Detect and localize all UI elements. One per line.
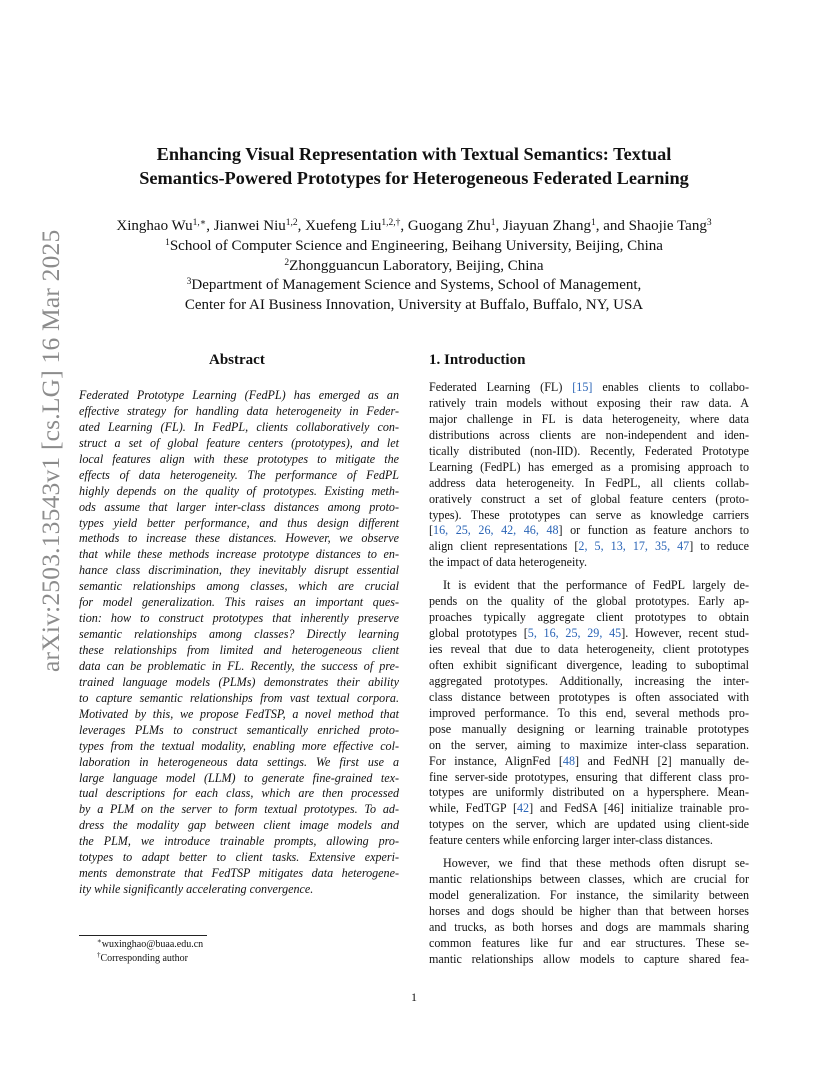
intro-text: For instance, AlignFed [ <box>429 753 563 768</box>
abstract-heading: Abstract <box>209 352 265 368</box>
affiliation-line <box>60 237 768 257</box>
intro-line <box>429 428 749 444</box>
intro-text: fine server-side prototypes, ensuring that different class pro- <box>429 769 749 784</box>
intro-line <box>429 952 749 968</box>
affiliation-mark: 3 <box>186 277 192 288</box>
title-line: Enhancing Visual Representation with Textual Semantics: Textual <box>156 144 672 164</box>
abstract-line: for model generalization. This raises an important ques- <box>79 595 399 610</box>
affiliation-text: Department of Management Science and Systems, School of Management, <box>191 277 642 294</box>
introduction-body <box>429 380 749 968</box>
abstract-line: ods assume that larger inter-class distances among proto- <box>79 499 399 514</box>
abstract-line: types yield better performance, and thus design different <box>79 515 399 530</box>
intro-text: enables clients to collabo- <box>592 380 749 394</box>
footnote-corresponding <box>97 952 203 966</box>
abstract-line: data can be problematic in FL. Recently, the success of pre- <box>79 658 399 673</box>
abstract-line: trained language models (PLMs) demonstrates their ability <box>79 674 399 689</box>
intro-text: feature centers while enforcing larger inter-class distances. <box>429 833 713 848</box>
abstract-line: to capture semantic relationships from vast textual corpora. <box>79 690 399 705</box>
intro-text: pose manually designing or learning trainable prototypes <box>429 721 749 736</box>
author-name: , Jianwei Niu <box>206 218 286 234</box>
intro-text: It is evident that the performance of FedPL largely de- <box>443 578 749 593</box>
abstract-line: ments demonstrate that FedTSP mitigates data heterogene- <box>79 866 399 881</box>
abstract-body <box>79 388 399 898</box>
intro-text: However, we find that these methods often disrupt se- <box>443 856 749 871</box>
intro-line <box>429 801 749 817</box>
affiliation-mark: 1 <box>165 237 170 248</box>
title-line: Semantics-Powered Prototypes for Heterogeneous Federated Learning <box>139 168 689 188</box>
intro-line <box>429 412 749 428</box>
abstract-line: tion: how to construct prototypes that inherently preserve <box>79 611 399 626</box>
author-list <box>60 217 768 237</box>
intro-text: improved performance. To this end, several methods pro- <box>429 705 749 720</box>
author-affiliation-mark: 1,2,† <box>381 218 401 228</box>
intro-line <box>429 904 749 920</box>
intro-text: align client representations [ <box>429 539 579 554</box>
intro-text: horses and dogs should be higher than that between horses <box>429 904 749 918</box>
author-name: , Xuefeng Liu <box>297 218 382 234</box>
intro-text: while, FedTGP [ <box>429 801 517 816</box>
intro-text: totypes on the server, which are updated using client-side <box>429 817 749 832</box>
intro-line <box>429 690 749 706</box>
abstract-line: methods to increase these distances. However, we observe <box>79 531 399 546</box>
intro-line <box>429 555 749 571</box>
abstract-line: hance class discrimination, they inevitably disrupt essential <box>79 563 399 578</box>
intro-text: class distance between prototypes is often associated with <box>429 689 749 704</box>
intro-line <box>429 626 749 642</box>
intro-text: ] and FedNH [2] manually de- <box>575 753 749 768</box>
abstract-line: ity while significantly accelerating convergence. <box>79 882 314 897</box>
intro-line <box>429 738 749 754</box>
intro-line <box>429 722 749 738</box>
intro-text: often exhibit significant divergence, leading to suboptimal <box>429 657 749 672</box>
intro-text: ]. However, recent stud- <box>621 626 750 641</box>
intro-line <box>429 396 749 412</box>
intro-line <box>429 578 749 594</box>
intro-line <box>429 770 749 786</box>
paper-title <box>80 142 748 190</box>
affiliation-mark: 2 <box>284 257 290 268</box>
author-block <box>60 217 768 316</box>
intro-text: oratively construct a set of global feature centers (proto- <box>429 491 749 506</box>
affiliation-text: School of Computer Science and Engineering, Beihang University, Beijing, China <box>169 237 663 254</box>
affiliation-text: Zhongguancun Laboratory, Beijing, China <box>289 257 544 274</box>
intro-text: ] and FedSA [46] initialize trainable pro- <box>529 801 749 816</box>
affiliation-line <box>60 257 768 277</box>
author-affiliation-mark: 1 <box>590 218 596 228</box>
intro-line <box>429 872 749 888</box>
paragraph-spacer <box>429 571 749 578</box>
intro-line <box>429 642 749 658</box>
intro-text: on the server, aiming to maximize inter-class separation. <box>429 737 749 752</box>
footnote-text: wuxinghao@buaa.edu.cn <box>101 939 204 950</box>
citation-link[interactable]: 16, 25, 26, 42, 46, 48 <box>433 523 559 538</box>
intro-line <box>429 508 749 524</box>
abstract-line: totypes to adapt better to client tasks. Extensive experi- <box>79 850 399 865</box>
intro-line <box>429 754 749 770</box>
intro-line <box>429 833 749 849</box>
intro-line <box>429 594 749 610</box>
abstract-line: effective strategy for handling data heterogeneity in Feder- <box>79 403 399 418</box>
citation-link[interactable]: 5, 16, 25, 29, 45 <box>527 626 622 641</box>
paragraph-spacer <box>429 849 749 856</box>
author-affiliation-mark: 1,∗ <box>192 218 207 228</box>
intro-text: [ <box>429 523 434 538</box>
abstract-line: Motivated by this, we propose FedTSP, a novel method that <box>79 706 399 721</box>
footnote-divider <box>79 935 207 936</box>
abstract-line: laboration in heterogeneous data settings. We first use a <box>79 754 399 769</box>
abstract-line: types from the textual modality, enabling more effective col- <box>79 738 399 753</box>
footnotes <box>97 938 203 966</box>
abstract-line: these relationships from limited and heterogeneous client <box>79 643 399 657</box>
abstract-line: large language model (LLM) to generate fine-grained tex- <box>79 770 399 785</box>
intro-line <box>429 785 749 801</box>
abstract-line: semantic relationships among classes? Directly learning <box>79 627 399 642</box>
intro-text: ratively train models without exposing their raw data. A <box>429 395 749 410</box>
intro-text: totypes are uniformly distributed on a hypersphere. Mean- <box>429 785 749 800</box>
abstract-line: semantic relationships among classes, which are crucial <box>79 579 399 594</box>
author-affiliation-mark: 1 <box>490 218 496 228</box>
intro-line <box>429 444 749 460</box>
abstract-line: struct a set of global feature centers (prototypes), and let <box>79 435 399 450</box>
intro-text: and trucks, as both horses and dogs are mammals sharing <box>429 919 749 934</box>
citation-link[interactable]: 2, 5, 13, 17, 35, 47 <box>578 539 690 554</box>
affiliation-line <box>60 276 768 296</box>
abstract-line: local features align with these prototypes to mitigate the <box>79 451 399 466</box>
intro-text: Federated Learning (FL) <box>429 380 573 394</box>
author-name: , Guogang Zhu <box>400 218 491 234</box>
affiliation-text: Center for AI Business Innovation, University at Buffalo, Buffalo, NY, USA <box>184 297 644 314</box>
abstract-line: leverages PLMs to construct semantically enriched proto- <box>79 722 399 737</box>
intro-line <box>429 674 749 690</box>
intro-line <box>429 539 749 555</box>
intro-line <box>429 476 749 492</box>
intro-text: aggregated prototypes. Additionally, increasing the inter- <box>429 673 749 688</box>
abstract-line: the PLM, we introduce trainable prompts, allowing pro- <box>79 834 399 849</box>
author-name: , and Shaojie Tang <box>595 218 707 234</box>
abstract-line: effects of data heterogeneity. The performance of FedPL <box>79 467 399 482</box>
intro-text: major challenge in FL is data heterogeneity, where data <box>429 411 749 426</box>
intro-text: mantic relationships allow models to capture shared fea- <box>429 951 749 966</box>
author-name: , Jiayuan Zhang <box>495 218 591 234</box>
page-number: 1 <box>411 990 417 1004</box>
intro-text: ] or function as feature anchors to <box>558 523 750 538</box>
abstract-line: Federated Prototype Learning (FedPL) has emerged as an <box>79 388 399 402</box>
footnote-text: Corresponding author <box>100 953 188 964</box>
abstract-line: tual descriptions for each class, which are then processed <box>79 786 399 801</box>
citation-link[interactable]: [15] <box>572 380 593 394</box>
intro-line <box>429 523 749 539</box>
intro-text: global prototypes [ <box>429 626 528 641</box>
intro-text: mantic relationships between classes, which are crucial for <box>429 872 749 887</box>
intro-line <box>429 920 749 936</box>
author-name: Xinghao Wu <box>116 218 193 234</box>
intro-line <box>429 936 749 952</box>
intro-text: model generalization. For instance, the similarity between <box>429 888 749 903</box>
intro-text: tically distributed (non-IID). Recently, Federated Prototype <box>429 443 749 458</box>
intro-line <box>429 460 749 476</box>
intro-text: address data heterogeneity. In FedPL, all clients collab- <box>429 475 749 490</box>
intro-line <box>429 706 749 722</box>
abstract-line: highly depends on the quality of prototypes. Existing meth- <box>79 483 399 498</box>
abstract-line: dress the modality gap between client image models and <box>79 818 399 833</box>
author-affiliation-mark: 3 <box>706 218 712 228</box>
intro-text: common features like fur and ear structures. These se- <box>429 935 749 950</box>
footnote-mark: † <box>97 951 101 959</box>
affiliation-line <box>60 296 768 316</box>
intro-line <box>429 856 749 872</box>
intro-text: proaches typically aggregate client prototypes to obtain <box>429 610 749 625</box>
intro-text: types). These prototypes can serve as knowledge carriers <box>429 507 749 522</box>
arxiv-identifier-text: arXiv:2503.13543v1 [cs.LG] 16 Mar 2025 <box>36 229 65 672</box>
intro-line <box>429 610 749 626</box>
intro-text: ] to reduce <box>689 539 749 554</box>
intro-text: ies reveal that due to data heterogeneity, client prototypes <box>429 642 749 656</box>
footnote-mark: ∗ <box>97 937 102 945</box>
intro-text: Learning (FedPL) has emerged as a promising approach to <box>429 459 749 474</box>
abstract-line: ated Learning (FL). In FedPL, clients collaboratively con- <box>79 419 399 434</box>
abstract-line: that while these methods increase prototype distances to en- <box>79 547 399 562</box>
intro-line <box>429 492 749 508</box>
citation-link[interactable]: 42 <box>516 801 530 816</box>
introduction-heading: 1. Introduction <box>429 352 526 368</box>
intro-text: pends on the quality of the global prototypes. Early ap- <box>429 594 749 609</box>
intro-text: distributions across clients are non-independent and iden- <box>429 427 749 442</box>
abstract-line: by a PLM on the server to form textual prototypes. To ad- <box>79 802 399 817</box>
citation-link[interactable]: 48 <box>562 753 575 768</box>
intro-line <box>429 817 749 833</box>
intro-line <box>429 658 749 674</box>
intro-text: the impact of data heterogeneity. <box>429 555 588 570</box>
intro-line <box>429 380 749 396</box>
footnote-email <box>97 938 203 952</box>
intro-line <box>429 888 749 904</box>
author-affiliation-mark: 1,2 <box>285 218 298 228</box>
